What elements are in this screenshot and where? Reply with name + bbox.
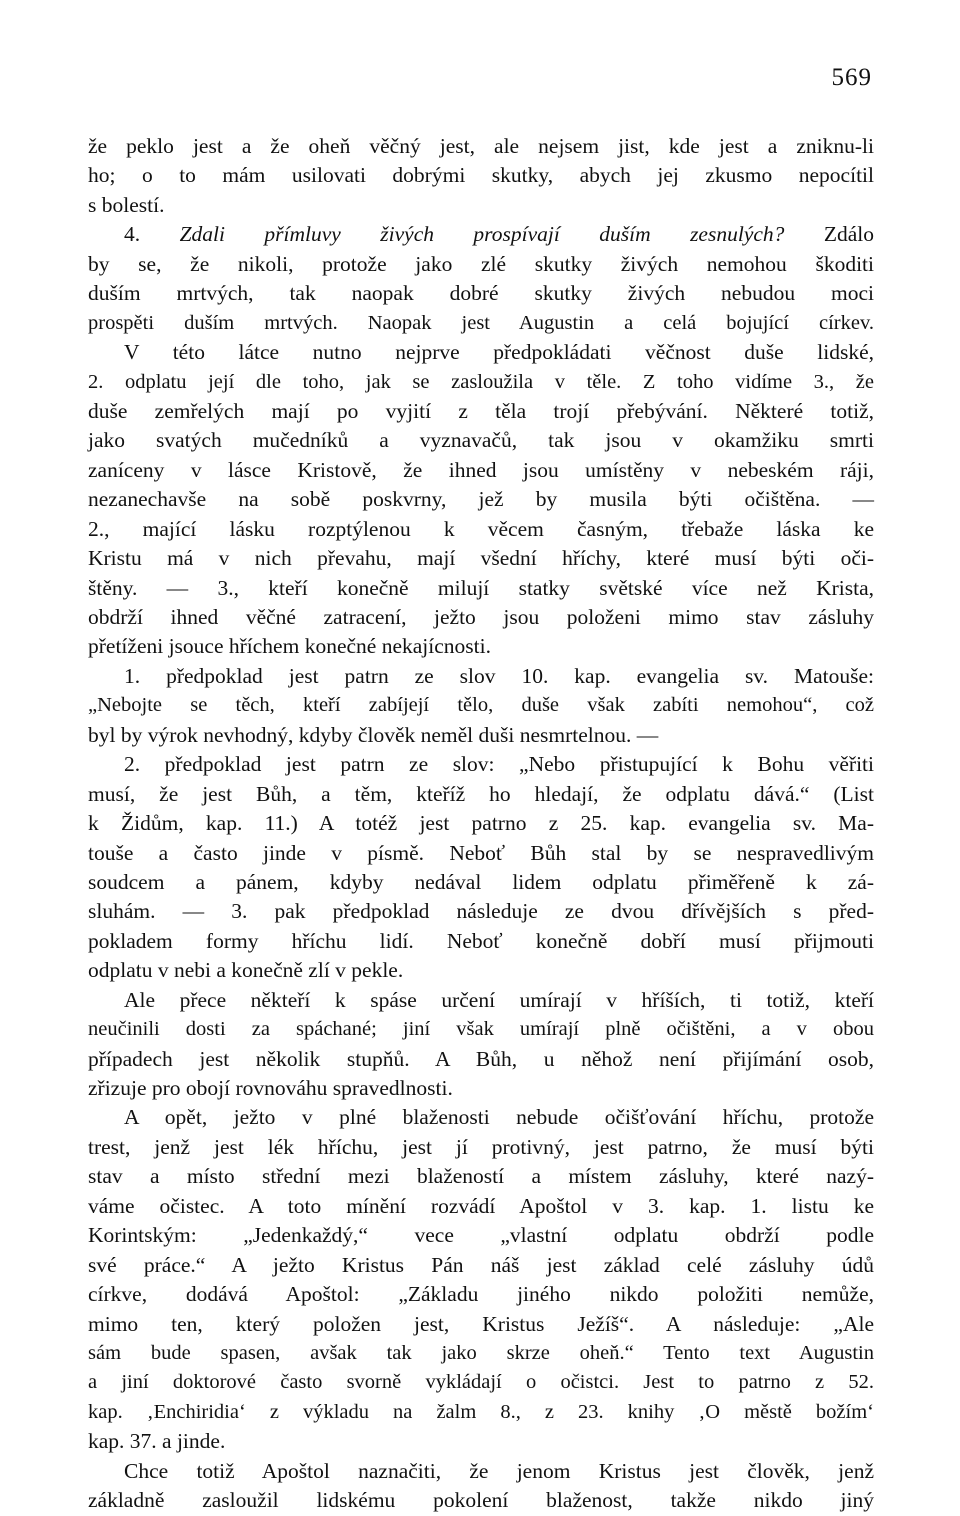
- text-line: byl by výrok nevhodný, kdyby člověk neměl duši nesmrtelnou. —: [88, 722, 659, 747]
- text-line: základně zasloužil lidskému pokolení blaženost, takže nikdo jiný: [88, 1488, 874, 1513]
- text-line: své práce.“ A ježto Kristus Pán náš jest základ celé zásluhy údů: [88, 1252, 874, 1277]
- text-line: štěny. — 3., kteří konečně milují statky světské více než Krista,: [88, 575, 874, 600]
- text-line: neučinili dosti za spáchané; jiní však umírají plně očištěni, a v obou: [88, 1018, 874, 1041]
- text-line: zaníceny v lásce Kristově, že ihned jsou umístěny v nebeském ráji,: [88, 457, 874, 482]
- text-line: 2. odplatu její dle toho, jak se zasloužila v těle. Z toho vidíme 3., že: [88, 370, 874, 393]
- text-line: duším mrtvých, tak naopak dobré skutky živých nebudou moci: [88, 281, 874, 306]
- text-line: V této látce nutno nejprve předpokládati věčnost duše lidské,: [124, 340, 874, 365]
- page-number: 569: [831, 64, 872, 91]
- text-line: duše zemřelých mají po vyjití z těla trojí přebývání. Některé totiž,: [88, 398, 874, 423]
- text-line: Kristu má v nich převahu, mají všední hříchy, které musí býti oči-: [88, 546, 874, 571]
- text-line: touše a často jinde v písmě. Neboť Bůh stal by se nespravedlivým: [88, 840, 874, 865]
- text-line: váme očistec. A toto mínění rozvádí Apoštol v 3. kap. 1. listu ke: [88, 1193, 874, 1218]
- text-line: 2. předpoklad jest patrn ze slov: „Nebo přistupující k Bohu věřiti: [124, 752, 874, 777]
- text-line: mimo ten, který položen jest, Kristus Ježíš“. A následuje: „Ale: [88, 1311, 874, 1336]
- text-line: stav a místo střední mezi blažeností a místem zásluhy, které nazý-: [88, 1164, 874, 1189]
- text-line: 1. předpoklad jest patrn ze slov 10. kap. evangelia sv. Matouše:: [124, 663, 874, 688]
- section-heading-rest: Zdálo: [823, 222, 874, 247]
- text-line: nezanechavše na sobě poskvrny, jež by musila býti očištěna. —: [88, 487, 874, 512]
- body-text: [88, 132, 874, 1516]
- text-line: sám bude spasen, avšak tak jako skrze oheň.“ Tento text Augustin: [88, 1341, 874, 1364]
- text-line: by se, že nikoli, protože jako zlé skutky živých nemohou škoditi: [88, 251, 874, 276]
- text-line: soudcem a pánem, kdyby nedával lidem odplatu přiměřeně k zá-: [88, 869, 874, 894]
- text-line: zřizuje pro obojí rovnováhu spravedlnosti.: [88, 1076, 453, 1100]
- text-line: pokladem formy hříchu lidí. Neboť konečně dobří musí přijmouti: [88, 928, 874, 953]
- section-number: 4.: [124, 222, 141, 247]
- text-line: sluhám. — 3. pak předpoklad následuje ze dvou dřívějších s před-: [88, 899, 874, 924]
- text-line: jako svatých mučedníků a vyznavačů, tak jsou v okamžiku smrti: [88, 428, 874, 453]
- text-line: Korintským: „Jedenkaždý,“ vece „vlastní odplatu obdrží podle: [88, 1223, 874, 1248]
- text-line: trest, jenž jest lék hříchu, jest jí protivný, jest patrno, že musí býti: [88, 1134, 874, 1159]
- text-line: s bolestí.: [88, 192, 165, 217]
- text-line: církve, dodává Apoštol: „Základu jiného nikdo položiti nemůže,: [88, 1282, 874, 1307]
- text-line: Ale přece někteří k spáse určení umírají v hříších, ti totiž, kteří: [124, 987, 874, 1012]
- text-line: k Židům, kap. 11.) A totéž jest patrno z 25. kap. evangelia sv. Ma-: [88, 811, 874, 836]
- text-line: prospěti duším mrtvých. Naopak jest Augustin a celá bojující církev.: [88, 311, 874, 334]
- text-line: kap. ‚Enchiridia‘ z výkladu na žalm 8., z 23. knihy ‚O městě božím‘: [88, 1400, 874, 1423]
- text-line: odplatu v nebi a konečně zlí v pekle.: [88, 958, 404, 983]
- text-line: 2., mající lásku rozptýlenou k věcem časným, třebaže láska ke: [88, 516, 874, 541]
- text-line: přetíženi jsouce hříchem konečné nekajícnosti.: [88, 634, 491, 659]
- text-line: a jiní doktorové často svorně vykládají o očistci. Jest to patrno z 52.: [88, 1371, 874, 1394]
- text-line: „Nebojte se těch, kteří zabíjejí tělo, duše však zabíti nemohou“, což: [88, 694, 874, 717]
- text-line: A opět, ježto v plné blaženosti nebude očišťování hříchu, protože: [124, 1105, 874, 1130]
- section-title: Zdali přímluvy živých prospívají duším zesnulých?: [179, 222, 785, 247]
- text-line: ho; o to mám usilovati dobrými skutky, abych jej zkusmo nepocítil: [88, 163, 874, 188]
- text-line: obdrží ihned věčné zatracení, ježto jsou položeni mimo stav zásluhy: [88, 605, 874, 629]
- text-line: případech jest několik stupňů. A Bůh, u něhož není přijímání osob,: [88, 1046, 874, 1071]
- section-heading-line: [88, 220, 874, 249]
- text-line: Chce totiž Apoštol naznačiti, že jenom Kristus jest člověk, jenž: [124, 1458, 874, 1483]
- text-line: musí, že jest Bůh, a těm, kteříž ho hledají, že odplatu dává.“ (List: [88, 781, 874, 806]
- text-line: kap. 37. a jinde.: [88, 1429, 226, 1454]
- text-line: že peklo jest a že oheň věčný jest, ale nejsem jist, kde jest a zniknu-li: [88, 134, 874, 158]
